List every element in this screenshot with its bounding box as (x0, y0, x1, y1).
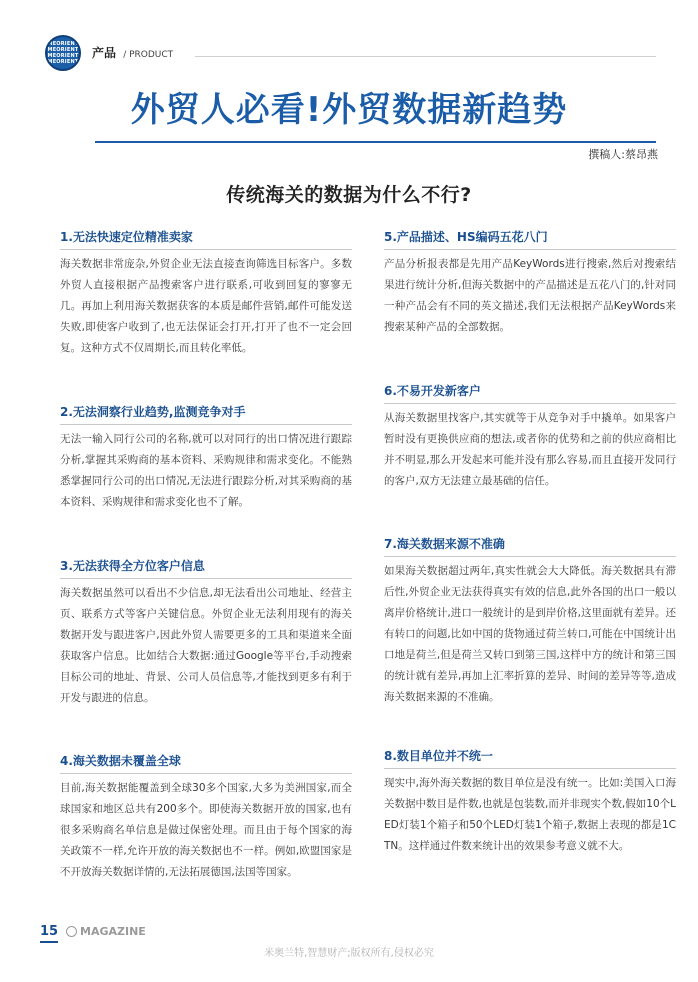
section-body: 海关数据虽然可以看出不少信息,却无法看出公司地址、经营主页、联系方式等客户关键信息。外贸企业无法利用现有的海关数据开发与跟进客户,因此外贸人需要更多的工具和渠道来全面获取客户信息。比如结合大数据:通过Google等平台,手动搜索目标公司的地址、背景、公司人员信息等,才能找到更多有利于开发与跟进的信息。 (60, 587, 352, 704)
section-1 (60, 228, 352, 359)
globe-icon (66, 926, 77, 937)
article-title: 外贸人必看!外贸数据新趋势 (130, 90, 568, 130)
section-body: 目前,海关数据能覆盖到全球30多个国家,大多为美洲国家,而全球国家和地区总共有200多个。即使海关数据开放的国家,也有很多采购商名单信息是做过保密处理。而且由于每个国家的海关政策不一样,允许开放的海关数据也不一样。例如,欧盟国家是不开放海关数据详情的,无法拓展德国,法国等国家。 (60, 782, 352, 878)
author-credit: 撰稿人:蔡昂燕 (588, 148, 658, 161)
article-subtitle: 传统海关的数据为什么不行? (226, 184, 472, 206)
header-divider (195, 56, 656, 57)
section-label-en: / PRODUCT (123, 50, 174, 60)
section-7 (384, 535, 676, 708)
section-5 (384, 228, 676, 338)
section-body: 如果海关数据超过两年,真实性就会大大降低。海关数据具有滞后性,外贸企业无法获得真实有效的信息,此外各国的出口一般以离岸价格统计,进口一般统计的是到岸价格,这里面就有差异。还有转口的问题,比如中国的货物通过荷兰转口,可能在中国统计出口地是荷兰,但是荷兰又转口到第三国,这样中方的统计和第三国的统计就有差异,再加上汇率折算的差异、时间的差异等等,造成海关数据来源的不准确。 (384, 565, 676, 703)
section-4 (60, 752, 352, 883)
title-divider (95, 141, 656, 143)
section-label-cn: 产品 (92, 46, 117, 60)
section-heading: 5.产品描述、HS编码五花八门 (384, 228, 676, 250)
logo-text: MEORIENT (47, 53, 79, 59)
magazine-text: MAGAZINE (80, 925, 146, 938)
logo-text: MEORIENT (47, 41, 79, 47)
section-heading: 2.无法洞察行业趋势,监测竞争对手 (60, 403, 352, 425)
section-label (92, 44, 173, 61)
copyright-notice: 米奥兰特,智慧财产;版权所有,侵权必究 (264, 948, 434, 959)
section-6 (384, 382, 676, 492)
logo-text: MEORIENT (47, 59, 79, 65)
section-heading: 8.数目单位并不统一 (384, 747, 676, 769)
page-number: 15 (40, 924, 59, 939)
section-heading: 1.无法快速定位精准卖家 (60, 228, 352, 250)
section-heading: 4.海关数据未覆盖全球 (60, 752, 352, 774)
section-3 (60, 557, 352, 709)
section-body: 无法一输入同行公司的名称,就可以对同行的出口情况进行跟踪分析,掌握其采购商的基本资料、采购规律和需求变化。不能熟悉掌握同行公司的出口情况,无法进行跟踪分析,对其采购商的基本资料、采购规律和需求变化也不了解。 (60, 433, 352, 508)
logo-text: MEORIENT (47, 47, 79, 53)
section-heading: 6.不易开发新客户 (384, 382, 676, 404)
section-body: 现实中,海外海关数据的数目单位是没有统一。比如:美国入口海关数据中数目是件数,也就是包装数,而并非现实个数,假如10个LED灯装1个箱子和50个LED灯装1个箱子,数据上表现的都是1CTN。这样通过件数来统计出的效果参考意义就不大。 (384, 777, 676, 852)
page-number-underline (40, 941, 58, 943)
section-heading: 7.海关数据来源不准确 (384, 535, 676, 557)
section-8 (384, 747, 676, 857)
section-2 (60, 403, 352, 513)
section-heading: 3.无法获得全方位客户信息 (60, 557, 352, 579)
company-logo (45, 35, 81, 71)
section-body: 从海关数据里找客户,其实就等于从竞争对手中撬单。如果客户暂时没有更换供应商的想法,或者你的优势和之前的供应商相比并不明显,那么开发起来可能并没有那么容易,而且直接开发同行的客户,双方无法建立最基础的信任。 (384, 412, 676, 487)
section-body: 产品分析报表都是先用产品KeyWords进行搜索,然后对搜索结果进行统计分析,但海关数据中的产品描述是五花八门的,针对同一种产品会有不同的英文描述,我们无法根据产品KeyWords来搜索某种产品的全部数据。 (384, 258, 676, 333)
magazine-label (66, 925, 146, 938)
section-body: 海关数据非常庞杂,外贸企业无法直接查询筛选目标客户。多数外贸人直接根据产品搜索客户进行联系,可收到回复的寥寥无几。再加上利用海关数据获客的本质是邮件营销,邮件可能发送失败,即使客户收到了,也无法保证会打开,打开了也不一定会回复。这种方式不仅周期长,而且转化率低。 (60, 258, 352, 354)
